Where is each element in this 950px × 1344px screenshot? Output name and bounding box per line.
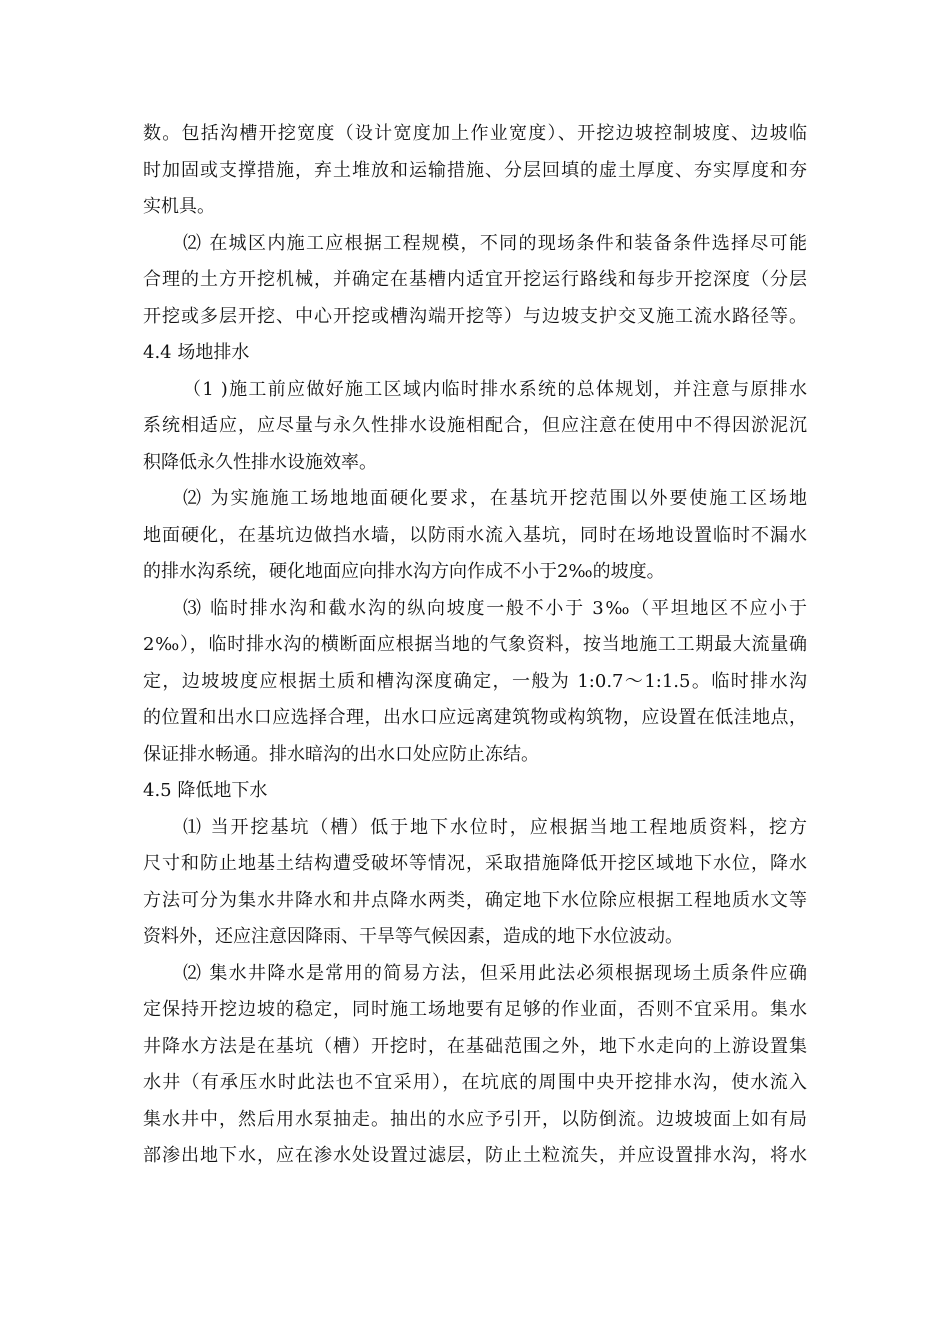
text-line: 合理的土方开挖机械，并确定在基槽内适宜开挖运行路线和每步开挖深度（分层 (143, 269, 807, 290)
text-line: 井降水方法是在基坑（槽）开挖时，在基础范围之外，地下水走向的上游设置集 (143, 1035, 807, 1057)
text-line: 集水井中，然后用水泵抽走。抽出的水应予引开，以防倒流。边坡坡面上如有局 (143, 1108, 807, 1130)
text-line: 资料外，还应注意因降雨、干旱等气候因素，造成的地下水位波动。 (143, 926, 683, 947)
text-line: 定，边坡坡度应根据土质和槽沟深度确定，一般为 1:0.7～1:1.5。临时排水沟 (143, 670, 807, 692)
text-line: ⑴ 当开挖基坑（槽）低于地下水位时，应根据当地工程地质资料，挖方 (183, 816, 807, 838)
section-heading: 4.4 场地排水 (143, 342, 250, 363)
text-line: 的排水沟系统，硬化地面应向排水沟方向作成不小于2‰的坡度。 (143, 561, 665, 582)
text-line: 2‰），临时排水沟的横断面应根据当地的气象资料，按当地施工工期最大流量确 (143, 634, 807, 655)
text-line: 实机具。 (143, 196, 215, 217)
text-line: （1 )施工前应做好施工区域内临时排水系统的总体规划，并注意与原排水 (183, 378, 807, 400)
text-line: 地面硬化，在基坑边做挡水墙，以防雨水流入基坑，同时在场地设置临时不漏水 (143, 524, 807, 546)
text-line: 时加固或支撑措施，弃土堆放和运输措施、分层回填的虚土厚度、夯实厚度和夯 (143, 159, 807, 181)
text-line: 积降低永久性排水设施效率。 (143, 451, 377, 473)
text-line: ⑵ 为实施施工场地地面硬化要求，在基坑开挖范围以外要使施工区场地 (183, 488, 807, 509)
text-line: ⑵ 集水井降水是常用的简易方法，但采用此法必须根据现场土质条件应确 (183, 962, 807, 984)
text-line: 的位置和出水口应选择合理，出水口应远离建筑物或构筑物，应设置在低洼地点， (143, 707, 807, 728)
text-line: ⑵ 在城区内施工应根据工程规模，不同的现场条件和装备条件选择尽可能 (183, 232, 807, 254)
text-line: 系统相适应，应尽量与永久性排水设施相配合，但应注意在使用中不得因淤泥沉 (143, 415, 807, 436)
text-line: 开挖或多层开挖、中心开挖或槽沟端开挖等）与边坡支护交叉施工流水路径等。 (143, 305, 807, 327)
text-line: 水井（有承压水时此法也不宜采用），在坑底的周围中央开挖排水沟，使水流入 (143, 1072, 807, 1093)
text-line: 方法可分为集水井降水和井点降水两类，确定地下水位除应根据工程地质水文等 (143, 889, 807, 911)
text-line: 数。包括沟槽开挖宽度（设计宽度加上作业宽度）、开挖边坡控制坡度、边坡临 (143, 123, 807, 144)
body-text (143, 116, 807, 1175)
text-line: 尺寸和防止地基土结构遭受破坏等情况，采取措施降低开挖区域地下水位，降水 (143, 853, 807, 874)
text-line: 保证排水畅通。排水暗沟的出水口处应防止冻结。 (143, 743, 539, 765)
text-line: ⑶ 临时排水沟和截水沟的纵向坡度一般不小于 3‰（平坦地区不应小于 (183, 597, 807, 619)
section-heading: 4.5 降低地下水 (143, 780, 268, 801)
text-line: 部渗出地下水，应在渗水处设置过滤层，防止土粒流失，并应设置排水沟，将水 (143, 1145, 807, 1166)
text-line: 定保持开挖边坡的稳定，同时施工场地要有足够的作业面，否则不宜采用。集水 (143, 999, 807, 1020)
